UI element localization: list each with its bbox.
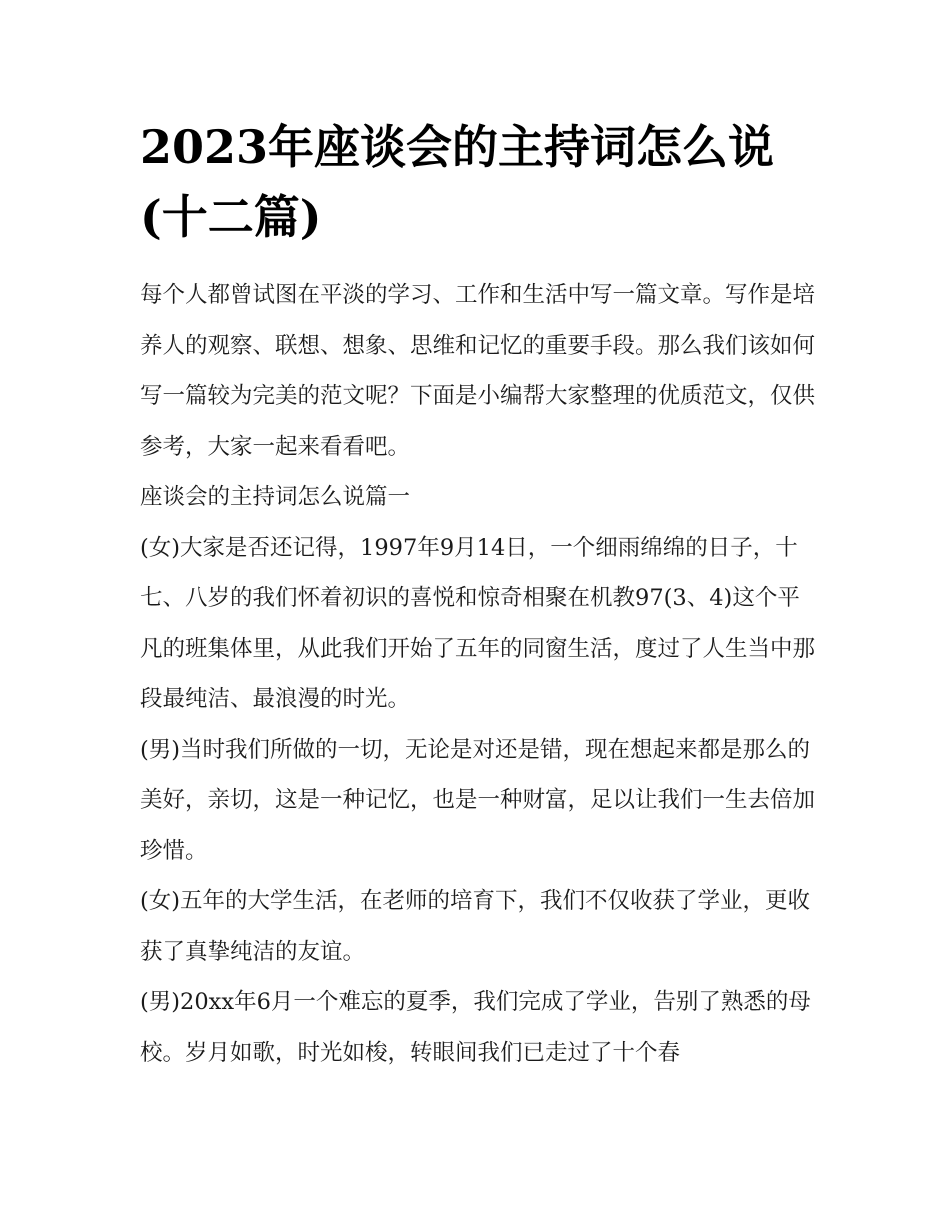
body-paragraph: (男)当时我们所做的一切，无论是对还是错，现在想起来都是那么的美好，亲切，这是一种记忆，也是一种财富，足以让我们一生去倍加珍惜。 (140, 736, 816, 864)
section-heading: 座谈会的主持词怎么说篇一 (140, 484, 411, 510)
body-paragraph: (男)20xx年6月一个难忘的夏季，我们完成了学业，告别了熟悉的母校。岁月如歌，时光如梭，转眼间我们已走过了十个春 (140, 989, 811, 1066)
body-paragraph: (女)大家是否还记得，1997年9月14日，一个细雨绵绵的日子，十七、八岁的我们怀着初识的喜悦和惊奇相聚在机教97(3、4)这个平凡的班集体里，从此我们开始了五年的同窗生活，度过了人生当中那段最纯洁、最浪漫的时光。 (140, 534, 816, 712)
document-body (140, 270, 815, 1078)
document-content (140, 112, 815, 1078)
body-paragraph: (女)五年的大学生活，在老师的培育下，我们不仅收获了学业，更收获了真挚纯洁的友谊。 (140, 888, 811, 965)
intro-paragraph: 每个人都曾试图在平淡的学习、工作和生活中写一篇文章。写作是培养人的观察、联想、想象、思维和记忆的重要手段。那么我们该如何写一篇较为完美的范文呢？下面是小编帮大家整理的优质范文，仅供参考，大家一起来看看吧。 (140, 282, 816, 460)
document-title: 2023年座谈会的主持词怎么说(十二篇) (140, 120, 775, 244)
